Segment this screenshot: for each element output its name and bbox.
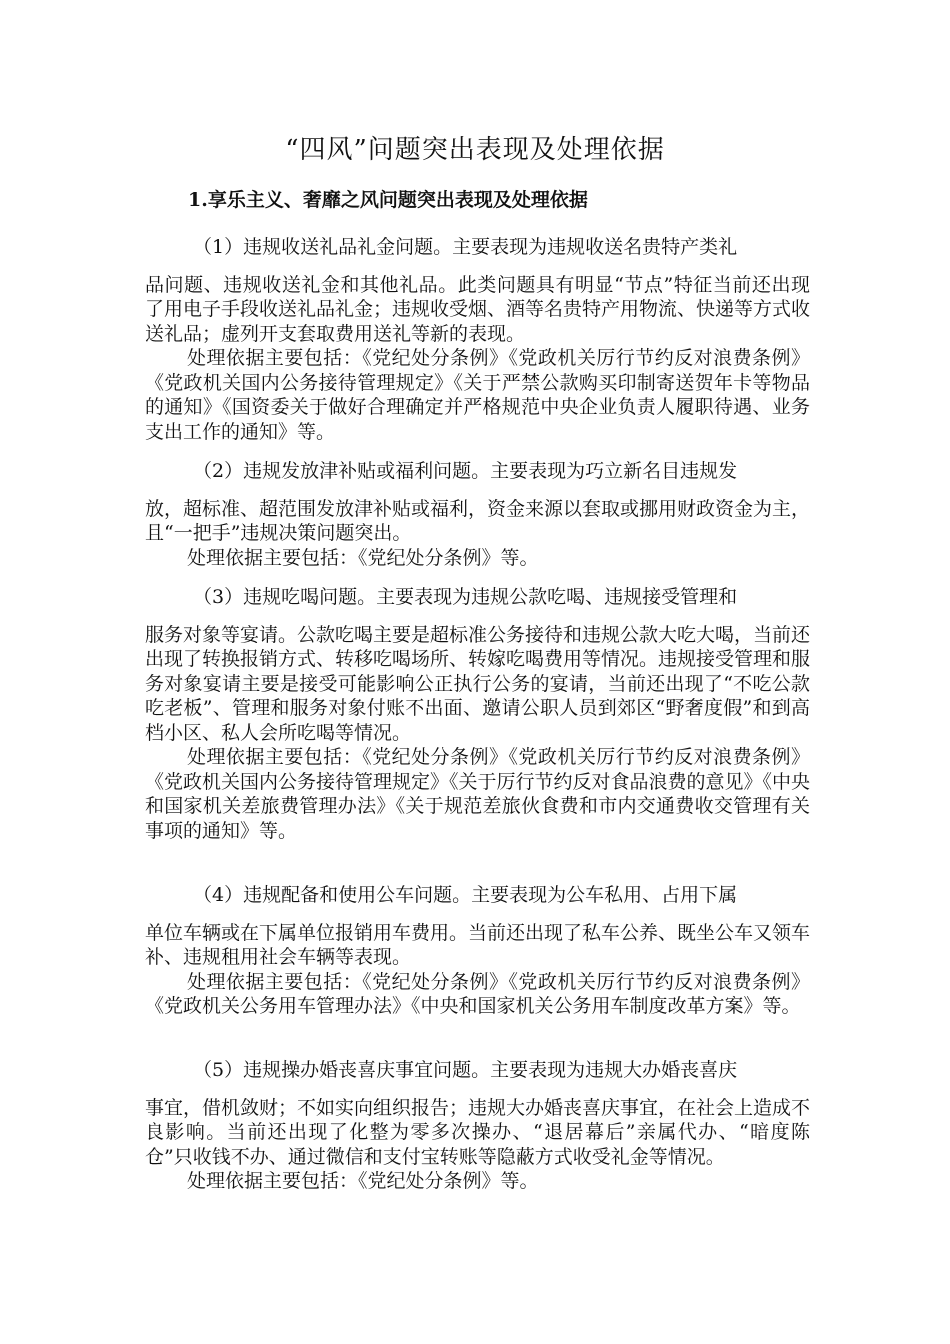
item-4-body: 单位车辆或在下属单位报销用车费用。当前还出现了私车公养、既坐公车又领车补、违规租用社会车辆等表现。 — [145, 921, 811, 968]
document-title: “四风”问题突出表现及处理依据 — [285, 135, 665, 165]
item-3-basis: 处理依据主要包括：《党纪处分条例》《党政机关厉行节约反对浪费条例》《党政机关国内公务接待管理规定》《关于厉行节约反对食品浪费的意见》《中央和国家机关差旅费管理办法》《关于规范差旅伙食费和市内交通费收交管理有关事项的通知》等。 — [145, 746, 811, 842]
item-2-first-line: （2）违规发放津补贴或福利问题。主要表现为巧立新名目违规发 — [193, 460, 738, 482]
item-5-basis: 处理依据主要包括：《党纪处分条例》等。 — [187, 1170, 539, 1192]
item-3-block — [145, 585, 810, 843]
item-1-block — [145, 235, 810, 444]
item-3-first-line: （3）违规吃喝问题。主要表现为违规公款吃喝、违规接受管理和 — [193, 586, 738, 608]
section-heading: 1.享乐主义、奢靡之风问题突出表现及处理依据 — [188, 189, 588, 211]
item-5-first-line: （5）违规操办婚丧喜庆事宜问题。主要表现为违规大办婚丧喜庆 — [193, 1059, 738, 1081]
item-3-body: 服务对象等宴请。公款吃喝主要是超标准公务接待和违规公款大吃大喝，当前还出现了转换报销方式、转移吃喝场所、转嫁吃喝费用等情况。违规接受管理和服务对象宴请主要是接受可能影响公正执行公务的宴请，当前还出现了“不吃公款吃老板”、管理和服务对象付账不出面、邀请公职人员到郊区“野奢度假”和到高档小区、私人会所吃喝等情况。 — [145, 623, 811, 744]
item-5-body: 事宜，借机敛财；不如实向组织报告；违规大办婚丧喜庆事宜，在社会上造成不良影响。当前还出现了化整为零多次操办、“退居幕后”亲属代办、“暗度陈仓”只收钱不办、通过微信和支付宝转账等隐蔽方式收受礼金等情况。 — [145, 1096, 811, 1168]
item-4-basis: 处理依据主要包括：《党纪处分条例》《党政机关厉行节约反对浪费条例》《党政机关公务用车管理办法》《中央和国家机关公务用车制度改革方案》等。 — [145, 970, 810, 1017]
item-1-first-line: （1）违规收送礼品礼金问题。主要表现为违规收送名贵特产类礼 — [193, 236, 738, 258]
item-4-block — [145, 883, 810, 1019]
item-1-basis: 处理依据主要包括：《党纪处分条例》《党政机关厉行节约反对浪费条例》《党政机关国内公务接待管理规定》《关于严禁公款购买印制寄送贺年卡等物品的通知》《国资委关于做好合理确定并严格规范中央企业负责人履职待遇、业务支出工作的通知》等。 — [145, 347, 810, 443]
item-5-block — [145, 1058, 810, 1194]
item-4-first-line: （4）违规配备和使用公车问题。主要表现为公车私用、占用下属 — [193, 884, 738, 906]
item-2-body: 放，超标准、超范围发放津补贴或福利，资金来源以套取或挪用财政资金为主，且“一把手”违规决策问题突出。 — [145, 497, 811, 544]
item-2-basis: 处理依据主要包括：《党纪处分条例》等。 — [187, 546, 539, 569]
item-2-block — [145, 459, 810, 570]
item-1-body: 品问题、违规收送礼金和其他礼品。此类问题具有明显“节点”特征当前还出现了用电子手段收送礼品礼金；违规收受烟、酒等名贵特产用物流、快递等方式收送礼品；虚列开支套取费用送礼等新的表现。 — [145, 273, 811, 345]
